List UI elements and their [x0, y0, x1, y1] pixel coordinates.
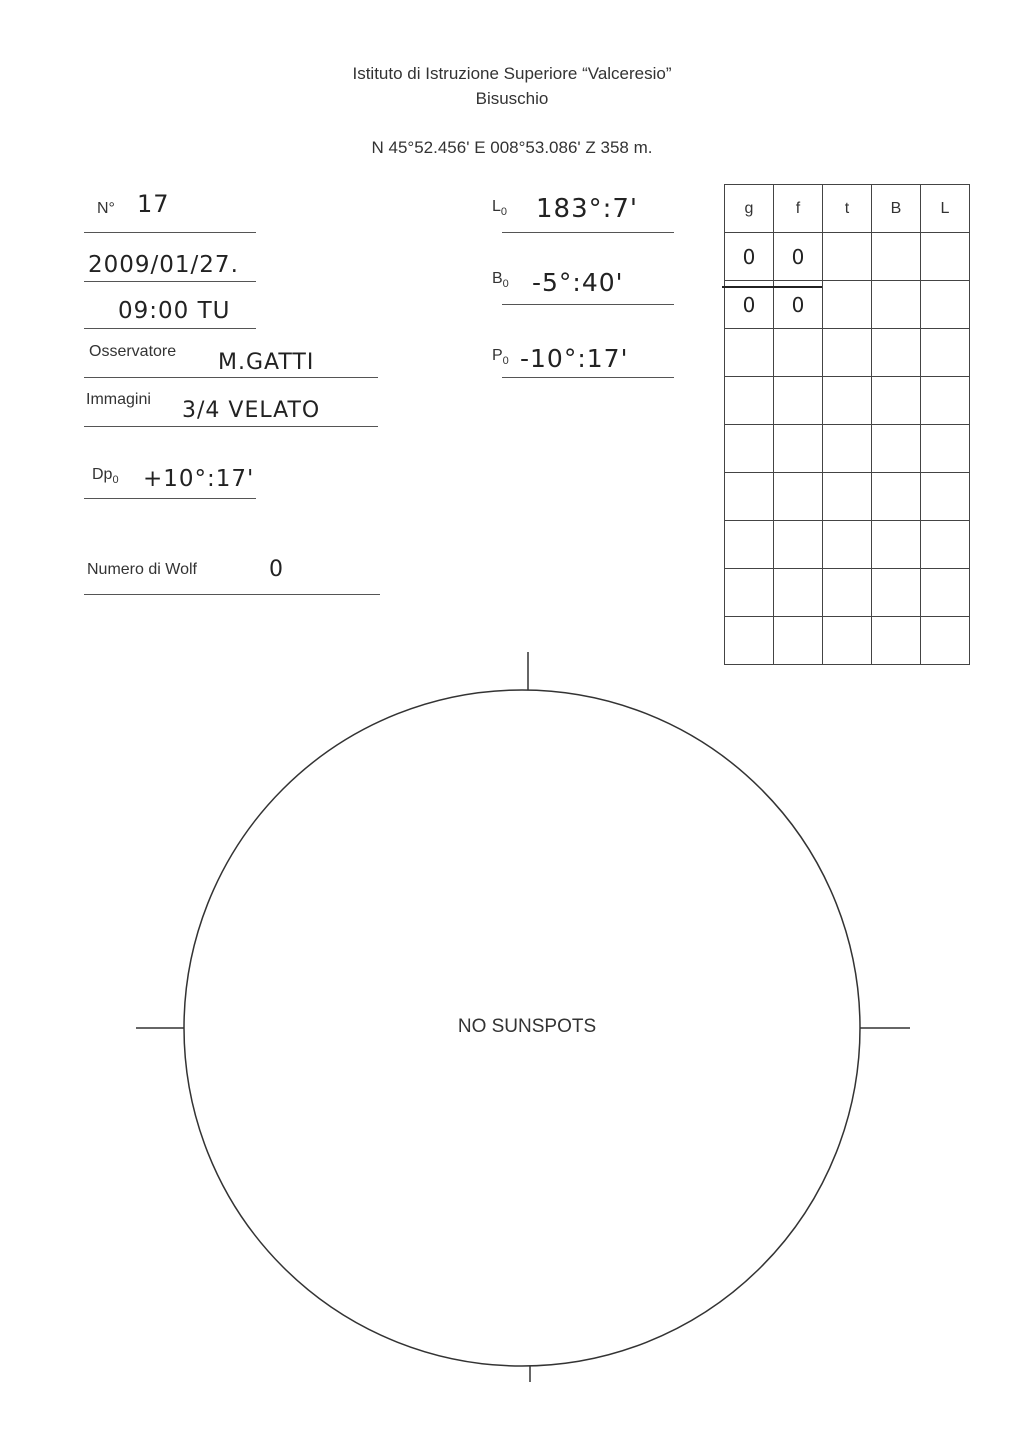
p0-label: $P_0$	[492, 347, 509, 368]
grid-cell: 0	[774, 233, 823, 281]
grid-header-l: L	[921, 185, 970, 233]
grid-header-b: B	[872, 185, 921, 233]
date-value: 2009/01/27.	[88, 252, 239, 278]
p0-value: -10°:17'	[520, 344, 629, 373]
observer-label: Osservatore	[89, 343, 177, 360]
institute-name: Istituto di Istruzione Superiore “Valceresio”	[352, 64, 672, 83]
l0-label: $L_0$	[492, 198, 508, 219]
b0-value: -5°:40'	[532, 268, 624, 297]
grid-cell: 0	[725, 233, 774, 281]
l0-value: 183°:7'	[536, 194, 639, 224]
grid-header-t: t	[823, 185, 872, 233]
observer-value: M.GATTI	[218, 350, 315, 375]
grid-header-f: f	[774, 185, 823, 233]
grid-cell: 0	[725, 281, 774, 329]
site-coordinates: N 45°52.456' E 008°53.086' Z 358 m.	[371, 138, 653, 157]
town-name: Bisuschio	[475, 89, 549, 108]
images-label: Immagini	[86, 391, 151, 408]
number-label: N°	[97, 200, 115, 217]
dp0-label: $Dp_0$	[92, 466, 119, 487]
grid-cell: 0	[774, 281, 823, 329]
number-value: 17	[137, 190, 170, 218]
wolf-value: 0	[269, 557, 284, 582]
no-sunspots-note: NO SUNSPOTS	[457, 1016, 597, 1037]
time-value: 09:00 TU	[118, 298, 231, 324]
dp0-value: +10°:17'	[143, 466, 255, 492]
images-value: 3/4 VELATO	[182, 398, 321, 423]
grid-header-g: g	[725, 185, 774, 233]
b0-label: $B_0$	[492, 270, 509, 291]
wolf-label: Numero di Wolf	[87, 561, 197, 578]
